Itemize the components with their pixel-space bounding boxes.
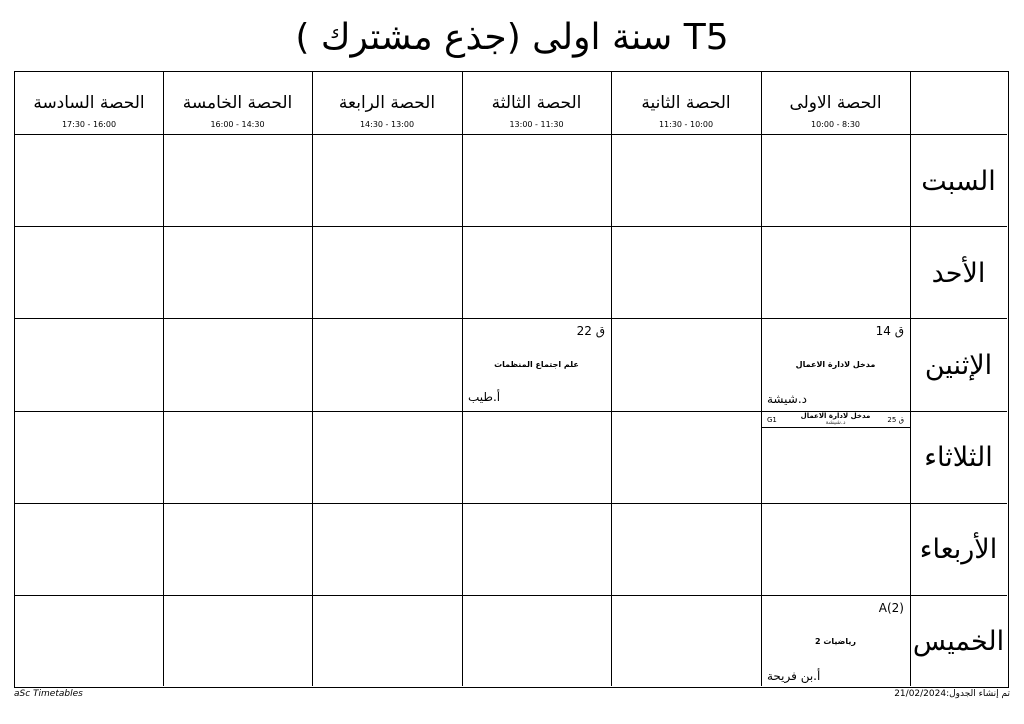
period-time: 13:00 - 11:30 bbox=[509, 120, 564, 129]
period-header-5 bbox=[163, 72, 312, 134]
grid-line bbox=[163, 72, 164, 686]
day-label-tuesday: الثلاثاء bbox=[924, 442, 993, 473]
period-header-2 bbox=[611, 72, 761, 134]
day-label-sunday: الأحد bbox=[931, 258, 986, 289]
period-time: 16:00 - 14:30 bbox=[210, 120, 265, 129]
subject-label: علم اجتماع المنظمات bbox=[494, 360, 579, 369]
subject-label: رياضيات 2 bbox=[814, 637, 856, 646]
period-header-1 bbox=[761, 72, 910, 134]
page-title: سنة اولى (جذع مشترك ) T5 bbox=[295, 17, 729, 58]
period-time: 17:30 - 16:00 bbox=[61, 120, 117, 129]
period-header-6 bbox=[15, 72, 163, 134]
footer-generator: aSc Timetables bbox=[14, 689, 83, 699]
room-label: ق 22 bbox=[576, 324, 605, 338]
grid-line bbox=[15, 503, 1007, 504]
day-label-wednesday: الأربعاء bbox=[919, 534, 998, 565]
period-name: الحصة الاولى bbox=[789, 93, 882, 113]
subject-label: مدخل لادارة الاعمال bbox=[800, 412, 871, 420]
group-label: G1 bbox=[767, 416, 777, 424]
grid-line bbox=[611, 72, 612, 686]
period-name: الحصة الخامسة bbox=[182, 93, 293, 113]
teacher-label: أ.بن فريحة bbox=[767, 669, 821, 683]
period-header-3 bbox=[462, 72, 611, 134]
grid-line bbox=[15, 226, 1007, 227]
room-label: ق 14 bbox=[875, 324, 904, 338]
period-header-4 bbox=[312, 72, 462, 134]
subject-label: مدخل لادارة الاعمال bbox=[795, 360, 876, 369]
lesson-card[interactable] bbox=[761, 318, 910, 411]
lesson-card[interactable] bbox=[462, 318, 611, 411]
timetable-grid bbox=[14, 71, 1009, 688]
teacher-label: د.شيشة bbox=[825, 419, 846, 426]
day-label-saturday: السبت bbox=[921, 166, 996, 197]
grid-line bbox=[312, 72, 313, 686]
period-name: الحصة السادسة bbox=[33, 93, 145, 113]
lesson-card-group[interactable] bbox=[761, 411, 910, 428]
room-label: A(2) bbox=[878, 601, 904, 615]
period-time: 14:30 - 13:00 bbox=[359, 120, 415, 129]
footer-created-date: تم إنشاء الجدول:21/02/2024 bbox=[894, 689, 1010, 699]
teacher-label: د.شيشة bbox=[767, 392, 807, 406]
period-time: 10:00 - 8:30 bbox=[811, 120, 860, 129]
lesson-card[interactable] bbox=[761, 595, 910, 686]
day-label-thursday: الخميس bbox=[912, 626, 1005, 657]
grid-line bbox=[15, 134, 1007, 135]
teacher-label: أ.طيب bbox=[468, 390, 501, 404]
period-name: الحصة الرابعة bbox=[338, 93, 436, 113]
period-time: 11:30 - 10:00 bbox=[658, 120, 714, 129]
period-name: الحصة الثالثة bbox=[491, 93, 582, 113]
day-label-monday: الإثنين bbox=[924, 350, 993, 381]
period-name: الحصة الثانية bbox=[641, 93, 731, 113]
room-label: ق 25 bbox=[887, 416, 904, 424]
